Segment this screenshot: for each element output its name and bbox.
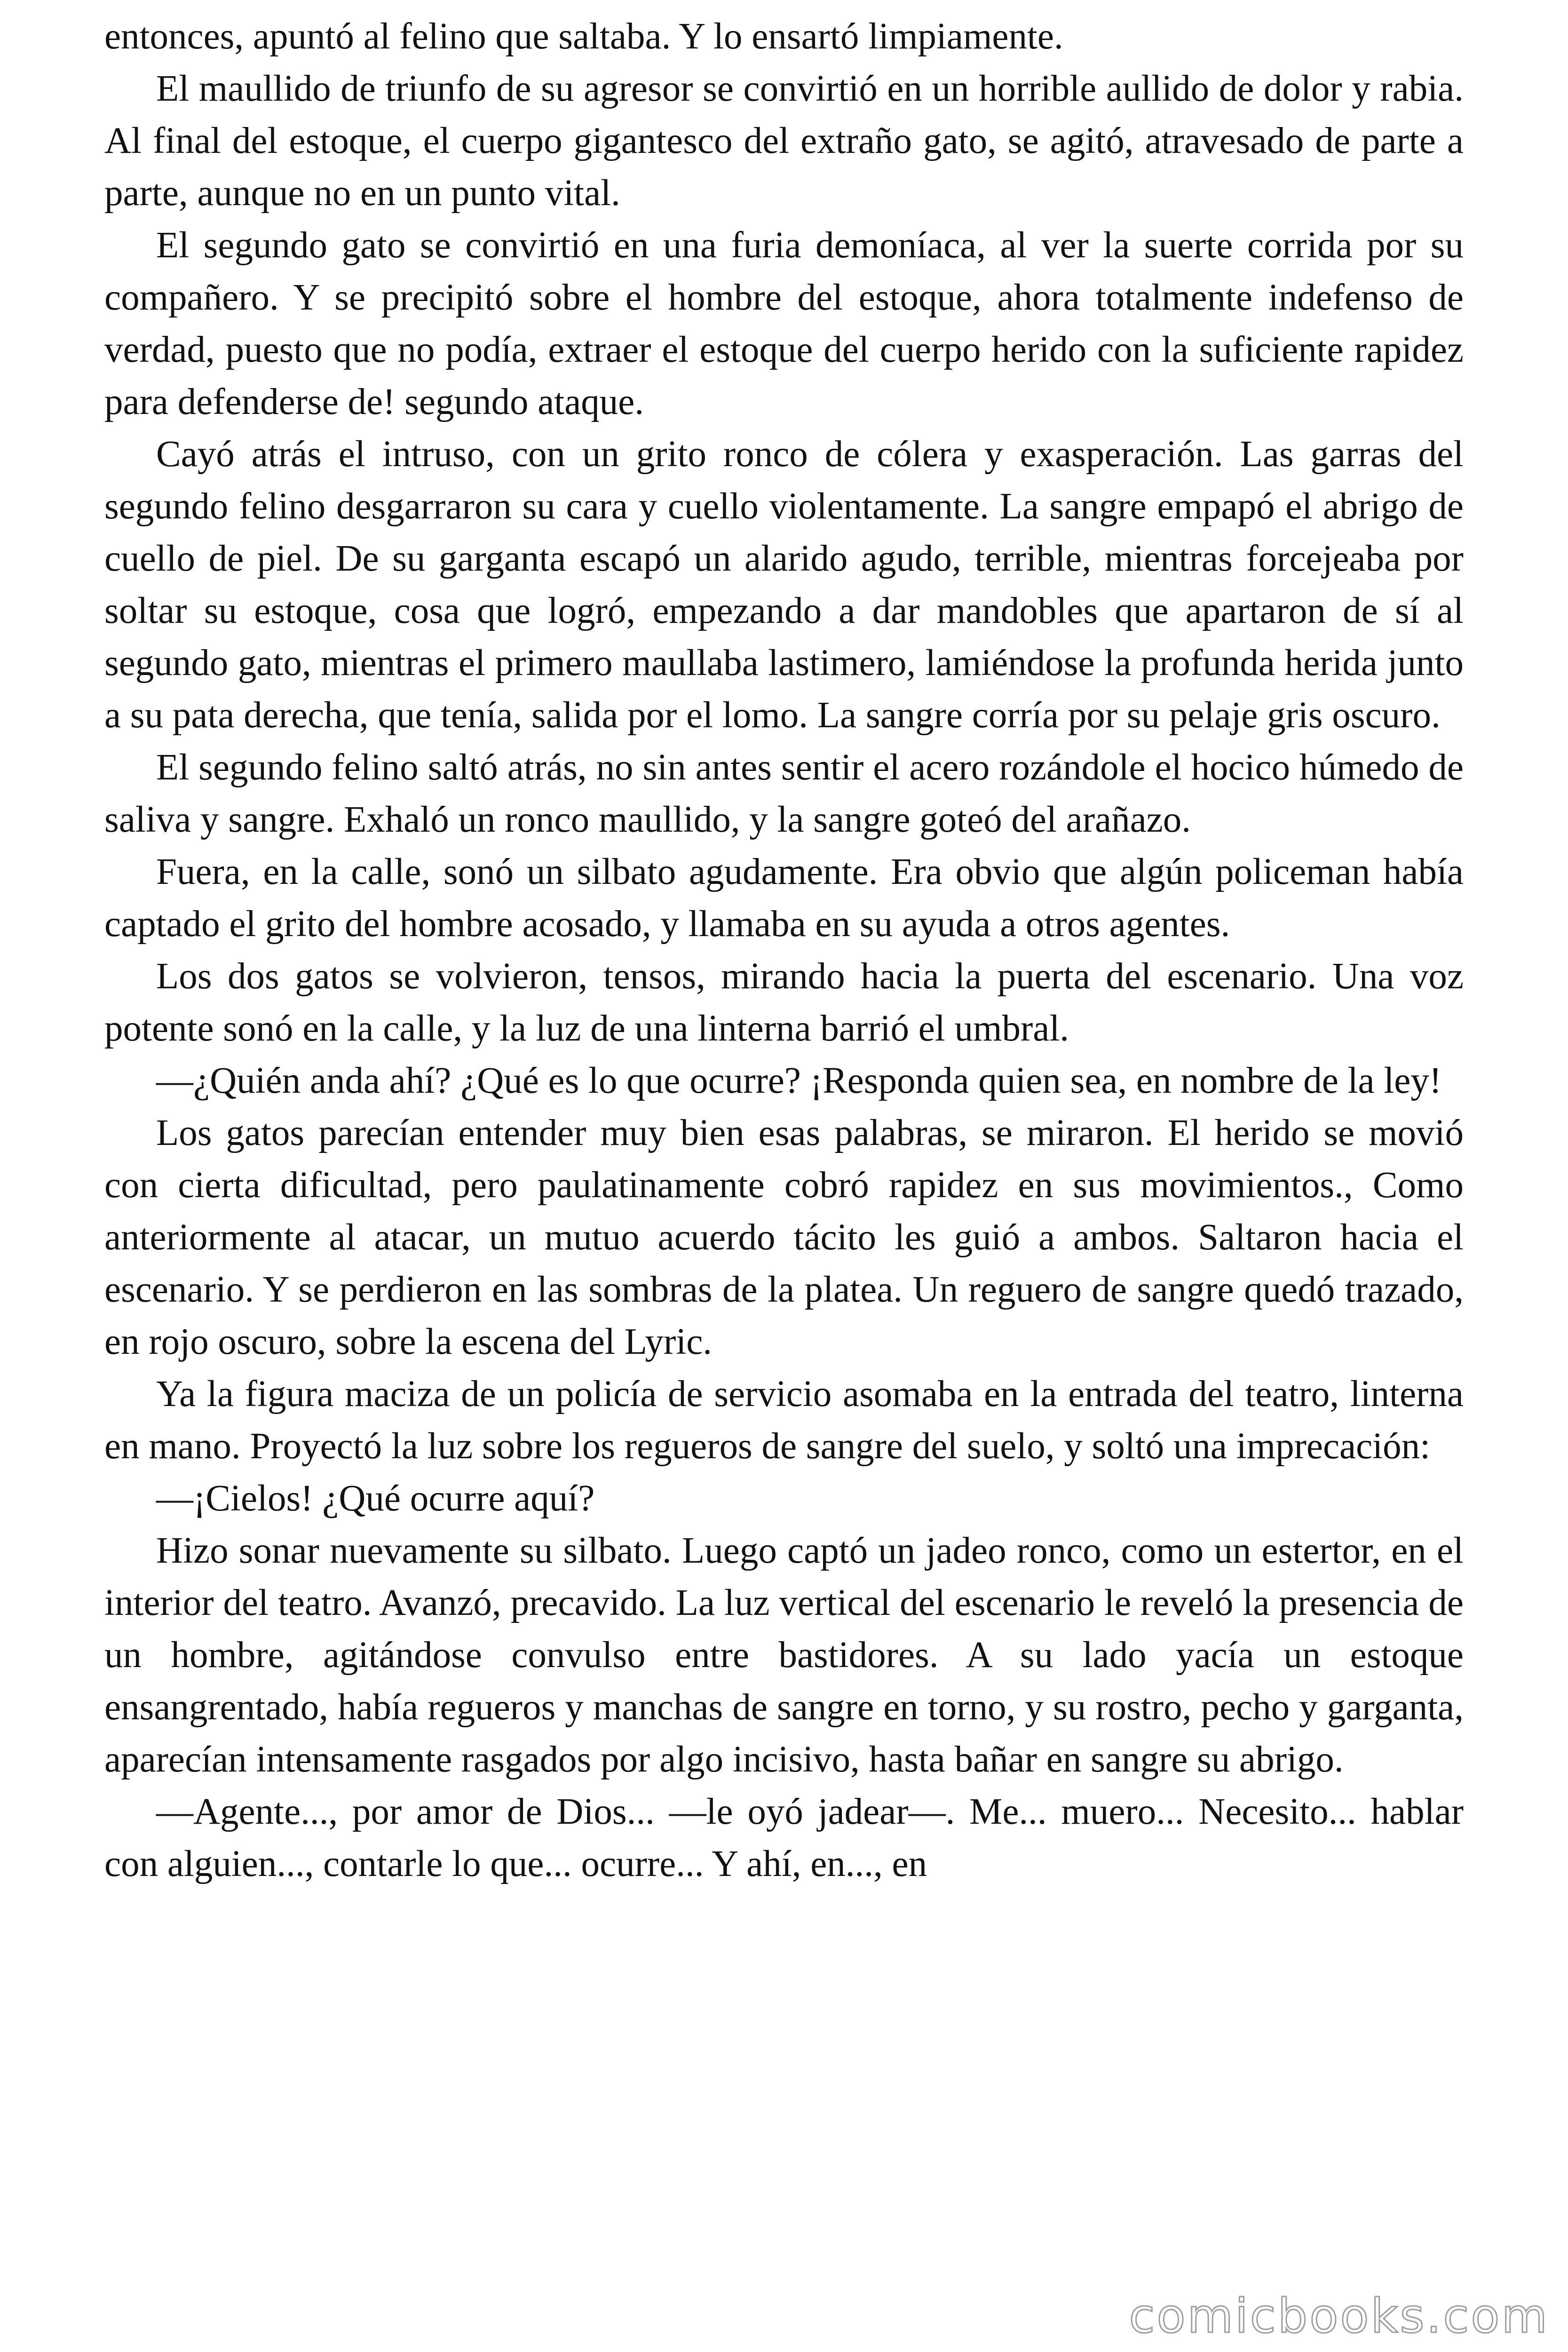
paragraph: Ya la figura maciza de un policía de servicio asomaba en la entrada del teatro, linterna en mano. Proyectó la luz sobre los regueros de sangre del suelo, y soltó una imprecación: bbox=[104, 1374, 1464, 1467]
paragraph: Fuera, en la calle, sonó un silbato agudamente. Era obvio que algún policeman había captado el grito del hombre acosado, y llamaba en su ayuda a otros agentes. bbox=[104, 851, 1464, 945]
paragraph: El maullido de triunfo de su agresor se convirtió en un horrible aullido de dolor y rabia. Al final del estoque, el cuerpo gigantesco del extraño gato, se agitó, atravesado de parte a parte, aunque no en un punto vital. bbox=[104, 68, 1464, 214]
paragraph: Hizo sonar nuevamente su silbato. Luego captó un jadeo ronco, como un estertor, en el interior del teatro. Avanzó, precavido. La luz vertical del escenario le reveló la presencia de un hombre, agitándose convulso entre bastidores. A su lado yacía un estoque ensangrentado, había regueros y manchas de sangre en torno, y su rostro, pecho y garganta, aparecían intensamente rasgados por algo incisivo, hasta bañar en sangre su abrigo. bbox=[104, 1530, 1464, 1780]
paragraph: —Agente..., por amor de Dios... —le oyó jadear—. Me... muero... Necesito... hablar con alguien..., contarle lo que... ocurre... Y ahí, en..., en bbox=[104, 1791, 1464, 1884]
paragraph: Cayó atrás el intruso, con un grito ronco de cólera y exasperación. Las garras del segundo felino desgarraron su cara y cuello violentamente. La sangre empapó el abrigo de cuello de piel. De su garganta escapó un alarido agudo, terrible, mientras forcejeaba por soltar su estoque, cosa que logró, empezando a dar mandobles que apartaron de sí al segundo gato, mientras el primero maullaba lastimero, lamiéndose la profunda herida junto a su pata derecha, que tenía, salida por el lomo. La sangre corría por su pelaje gris oscuro. bbox=[104, 434, 1464, 736]
body-text bbox=[104, 10, 1464, 1890]
paragraph: El segundo gato se convirtió en una furia demoníaca, al ver la suerte corrida por su compañero. Y se precipitó sobre el hombre del estoque, ahora totalmente indefenso de verdad, puesto que no podía, extraer el estoque del cuerpo herido con la suficiente rapidez para defenderse de! segundo ataque. bbox=[104, 225, 1464, 422]
watermark-logo: comicbooks.com bbox=[1129, 2288, 1549, 2344]
paragraph: —¡Cielos! ¿Qué ocurre aquí? bbox=[156, 1478, 595, 1519]
paragraph: —¿Quién anda ahí? ¿Qué es lo que ocurre? ¡Responda quien sea, en nombre de la ley! bbox=[156, 1060, 1442, 1101]
paragraph: Los gatos parecían entender muy bien esas palabras, se miraron. El herido se movió con cierta dificultad, pero paulatinamente cobró rapidez en sus movimientos., Como anteriormente al atacar, un mutuo acuerdo tácito les guió a ambos. Saltaron hacia el escenario. Y se perdieron en las sombras de la platea. Un reguero de sangre quedó trazado, en rojo oscuro, sobre la escena del Lyric. bbox=[104, 1112, 1464, 1362]
paragraph: entonces, apuntó al felino que saltaba. Y lo ensartó limpiamente. bbox=[104, 16, 1063, 57]
paragraph: El segundo felino saltó atrás, no sin antes sentir el acero rozándole el hocico húmedo de saliva y sangre. Exhaló un ronco maullido, y la sangre goteó del arañazo. bbox=[104, 747, 1464, 840]
paragraph: Los dos gatos se volvieron, tensos, mirando hacia la puerta del escenario. Una voz potente sonó en la calle, y la luz de una linterna barrió el umbral. bbox=[104, 956, 1464, 1049]
